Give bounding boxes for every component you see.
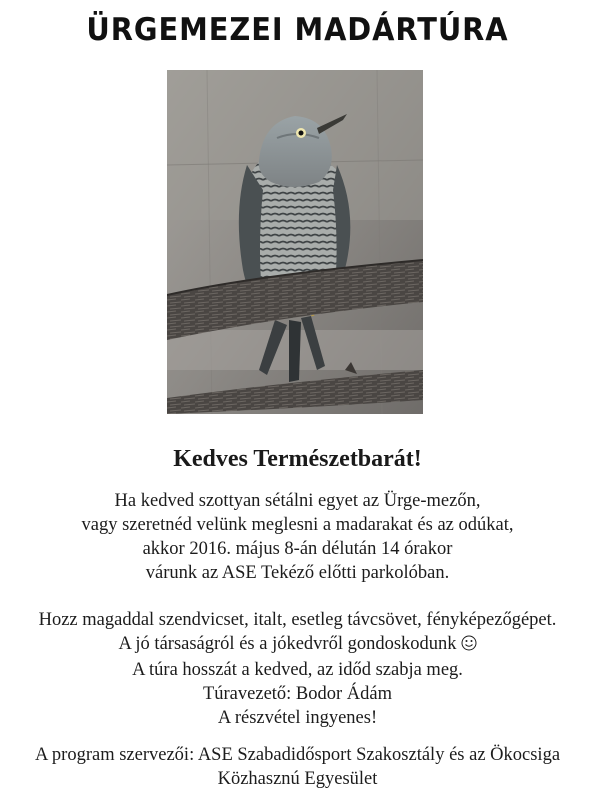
invitation-paragraph bbox=[0, 489, 595, 585]
invitation-line: várunk az ASE Tekéző előtti parkolóban. bbox=[145, 563, 450, 583]
details-paragraph bbox=[0, 608, 595, 730]
organizers-line: Közhasznú Egyesület bbox=[217, 769, 378, 789]
details-line bbox=[0, 632, 595, 658]
organizers-line: A program szervezői: ASE Szabadidősport Szakosztály és az Ökocsiga bbox=[34, 745, 561, 765]
poster-title: ÜRGEMEZEI MADÁRTÚRA bbox=[86, 12, 509, 48]
invitation-line: Ha kedved szottyan sétálni egyet az Ürge-mezőn, bbox=[114, 491, 481, 511]
smiley-icon bbox=[461, 634, 477, 658]
invitation-line: akkor 2016. május 8-án délután 14 órakor bbox=[142, 539, 453, 559]
details-line: A részvétel ingyenes! bbox=[217, 708, 378, 728]
organizers-paragraph bbox=[0, 743, 595, 791]
invitation-line: vagy szeretnéd velünk meglesni a madarakat és az odúkat, bbox=[81, 515, 514, 535]
greeting-heading: Kedves Természetbarát! bbox=[173, 446, 422, 472]
details-line: A túra hosszát a kedved, az időd szabja meg. bbox=[132, 660, 463, 680]
details-text: A jó társaságról és a jókedvről gondoskodunk bbox=[118, 634, 457, 654]
bird-photo bbox=[167, 70, 423, 414]
details-line: Hozz magaddal szendvicset, italt, esetleg távcsövet, fényképezőgépet. bbox=[38, 610, 557, 630]
details-line: Túravezető: Bodor Ádám bbox=[202, 684, 393, 704]
